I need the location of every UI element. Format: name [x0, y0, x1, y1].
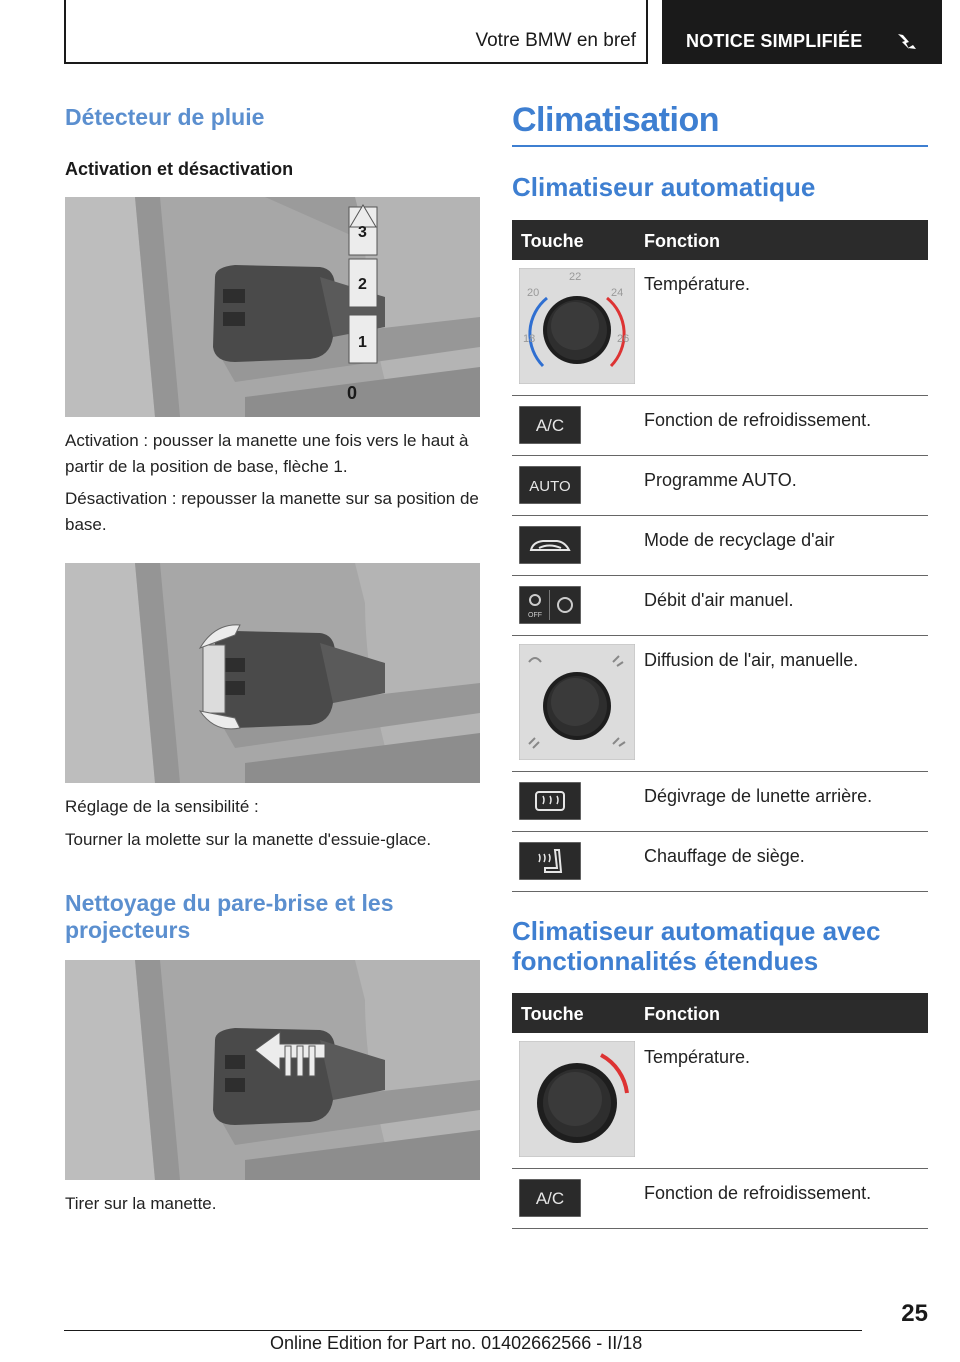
auto-climate-title: Climatiseur automatique: [512, 172, 816, 202]
temp-scale-label: 18: [523, 333, 536, 345]
table-row: [512, 772, 928, 832]
function-desc: Dégivrage de lunette arrière.: [644, 786, 873, 806]
header-chapter-title: NOTICE SIMPLIFIÉE: [686, 31, 863, 51]
seat-heating-icon: [519, 842, 581, 880]
header-section-box: [64, 0, 648, 64]
ac-button-label: A/C: [535, 416, 565, 435]
temperature-knob-icon: [519, 1041, 635, 1157]
table-row: [512, 396, 928, 456]
table-row: [512, 260, 928, 396]
rear-defrost-icon: [519, 782, 581, 820]
fan-icon: [519, 586, 581, 624]
function-desc: Température.: [644, 1047, 751, 1067]
title-rule: [512, 145, 928, 147]
climate-table-1: [512, 220, 928, 892]
table-header: [512, 993, 928, 1033]
function-desc: Diffusion de l'air, manuelle.: [644, 650, 859, 670]
function-desc: Fonction de refroidissement.: [644, 1183, 872, 1203]
function-desc: Fonction de refroidissement.: [644, 410, 872, 430]
ac-button-icon: [519, 1179, 581, 1217]
deactivation-text: Désactivation : repousser la manette sur sa position de base.: [65, 489, 479, 534]
photo1-arrow-label: 1: [358, 334, 367, 351]
col-function-header: Fonction: [644, 1004, 720, 1024]
wiper-sensitivity-photo: [65, 563, 480, 783]
table-row: [512, 1169, 928, 1229]
auto-button-label: AUTO: [529, 478, 571, 495]
function-desc: Température.: [644, 274, 751, 294]
washer-text: Tirer sur la manette.: [65, 1194, 217, 1213]
temp-scale-label: 26: [617, 333, 630, 345]
function-desc: Débit d'air manuel.: [644, 590, 794, 610]
col-key-header: Touche: [521, 231, 584, 251]
auto-button-icon: [519, 466, 581, 504]
air-distribution-knob-icon: [519, 644, 635, 760]
header-section-title: Votre BMW en bref: [475, 30, 636, 51]
photo1-arrow-label: 2: [358, 276, 367, 293]
function-desc: Mode de recyclage d'air: [644, 530, 835, 550]
col-key-header: Touche: [521, 1004, 584, 1024]
ac-button-label: A/C: [535, 1189, 565, 1208]
table-row: [512, 516, 928, 576]
sensitivity-label: Réglage de la sensibilité :: [65, 797, 259, 816]
photo1-arrow-label: 0: [347, 383, 358, 403]
activation-subtitle: Activation et désactivation: [65, 159, 294, 179]
climate-table-2: [512, 993, 928, 1229]
footer-rule: [64, 1330, 862, 1331]
table-row: [512, 456, 928, 516]
washer-title: Nettoyage du pare-brise et les projecteurs: [65, 890, 394, 943]
temp-scale-label: 24: [611, 287, 624, 299]
table-header: [512, 220, 928, 260]
function-desc: Programme AUTO.: [644, 470, 797, 490]
fan-off-label: OFF: [528, 612, 542, 619]
temp-scale-label: 20: [527, 287, 540, 299]
function-desc: Chauffage de siège.: [644, 846, 805, 866]
ac-button-icon: [519, 406, 581, 444]
table-row: [512, 1033, 928, 1169]
photo1-arrow-label: 3: [358, 224, 367, 241]
footer-edition: Online Edition for Part no. 01402662566 - II/18: [270, 1333, 643, 1353]
recirculation-icon: [519, 526, 581, 564]
page-title: Climatisation: [512, 101, 719, 139]
temperature-knob-icon: [519, 268, 635, 384]
wiper-stalk-activation-photo: [65, 197, 480, 417]
table-row: [512, 576, 928, 636]
flash-icon: [894, 28, 920, 54]
table-row: [512, 832, 928, 892]
sensitivity-text: Tourner la molette sur la manette d'essuie-glace.: [65, 830, 432, 849]
activation-text: Activation : pousser la manette une fois vers le haut à partir de la position de base, flèche 1.: [65, 431, 469, 476]
rain-sensor-title: Détecteur de pluie: [65, 104, 265, 130]
col-function-header: Fonction: [644, 231, 720, 251]
page-number: 25: [901, 1300, 928, 1327]
table-row: [512, 636, 928, 772]
temp-scale-label: 22: [569, 271, 582, 283]
extended-climate-title: Climatiseur automatique avec fonctionnalités étendues: [512, 916, 881, 976]
washer-stalk-photo: [65, 960, 480, 1180]
header-chapter-box: [662, 0, 942, 64]
